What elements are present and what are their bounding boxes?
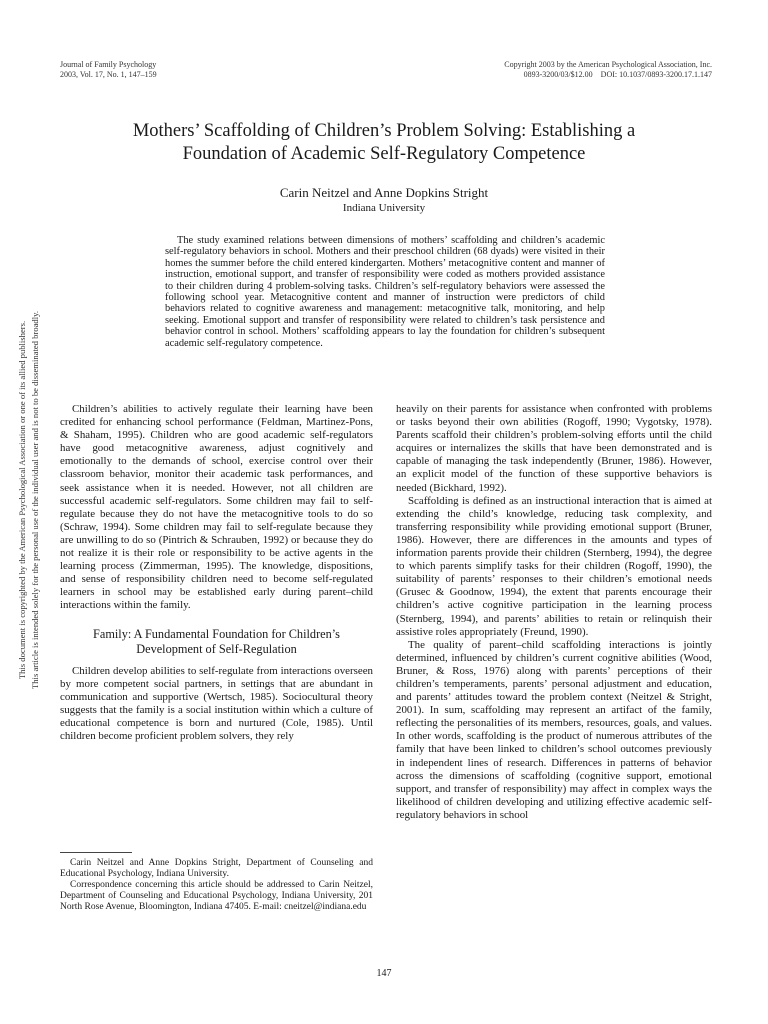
title-line-2: Foundation of Academic Self-Regulatory Competence (182, 144, 586, 164)
page-number: 147 (376, 968, 392, 979)
section-heading: Family: A Fundamental Foundation for Children’s Development of Self-Regulation (93, 626, 340, 656)
footnote-rule (60, 852, 132, 853)
journal-name: Journal of Family Psychology (60, 60, 157, 69)
copyright-notice-line-1: This document is copyrighted by the American Psychological Association or one of its allied publishers. (17, 320, 27, 680)
footnotes (60, 858, 373, 913)
intro-paragraph: Children’s abilities to actively regulate their learning have been credited for enhancing school performance (Feldman, Martinez-Pons, & Shaham, 1995). Children who are good academic self-regulators have good metacognitive awareness, adjust cognitively and emotionally to the demands of school, exercise control over their classroom behavior, monitor their academic task performances, and seek assistance when it is needed. However, not all children are successful academic self-regulators. Some children may fail to self-regulate because they do not have the metacognitive tools to do so (Schraw, 1994). Some children may fail to self-regulate because they are unwilling to do so (Pintrich & Schrauben, 1992) or because they do not realize it is their role or responsibility to be active agents in the learning process (Zimmerman, 1995). The knowledge, dispositions, and sense of responsibility children need to become self-regulated learners in school may be established early during parent–child interactions within the family. (60, 403, 373, 612)
journal-header (60, 60, 157, 80)
copyright-line: Copyright 2003 by the American Psychological Association, Inc. (504, 60, 712, 69)
scaffolding-paragraph: Scaffolding is defined as an instructional interaction that is aimed at extending the child’s knowledge, reducing task complexity, and transferring responsibility while providing emotional support (Bruner, 1986). However, there are differences in the amounts and types of information parents provide their children (Sternberg, 1994), the degree to which parents simplify tasks for their children (Rogoff, 1990), the suitability of parents’ responses to their children’s emotional needs (Grusec & Goodnow, 1994), the extent that parents encourage their children’s active cognitive participation in the learning process (Sternberg, 1994), and parents’ abilities to retain or relinquish their assistive roles appropriately (Freund, 1990). (396, 494, 712, 638)
doi-line: 0893-3200/03/$12.00 DOI: 10.1037/0893-3200.17.1.147 (523, 70, 712, 79)
article-title (40, 120, 728, 166)
author-note: Carin Neitzel and Anne Dopkins Stright, Department of Counseling and Educational Psychology, Indiana University. (60, 858, 373, 880)
quality-paragraph: The quality of parent–child scaffolding interactions is jointly determined, influenced by children’s current cognitive abilities (Wood, Bruner, & Ross, 1976) along with parents’ perceptions of their children’s temperaments, parents’ personal adjustment and education, and parents’ attitudes toward the problem context (Neitzel & Stright, 2001). In sum, scaffolding may represent an artifact of the family, reflecting the personalities of its members, resources, goals, and values. In other words, scaffolding is the product of numerous attributes of the family that have been linked to children’s school outcomes previously in independent lines of research. Differences in patterns of behavior across the dimensions of scaffolding (cognitive support, emotional support, and transfer of responsibility) may affect in complex ways the likelihood of children developing and utilizing effective academic self-regulatory behaviors in school (396, 638, 712, 821)
continuation-paragraph: heavily on their parents for assistance when confronted with problems or tasks beyond their own abilities (Rogoff, 1990; Vygotsky, 1978). Parents scaffold their children’s problem-solving efforts until the child acquires or internalizes the skills that have been demonstrated and is capable of managing the task independently (Bruner, 1986). However, an explicit model of the function of these supportive behaviors is needed (Bickhard, 1992). (396, 403, 712, 494)
correspondence-note: Correspondence concerning this article should be addressed to Carin Neitzel, Department of Counseling and Educational Psychology, Indiana University, 201 North Rose Avenue, Bloomington, Indiana 47405. E-mail: cneitzel@indiana.edu (60, 880, 373, 913)
copyright-header (504, 60, 712, 80)
right-column (396, 403, 712, 822)
title-line-1: Mothers’ Scaffolding of Children’s Problem Solving: Establishing a (132, 121, 636, 141)
journal-volume: 2003, Vol. 17, No. 1, 147–159 (60, 70, 157, 79)
affiliation: Indiana University (342, 202, 426, 214)
abstract: The study examined relations between dimensions of mothers’ scaffolding and children’s academic self-regulatory behaviors in school. Mothers and their preschool children (68 dyads) were visited in their homes the summer before the child entered kindergarten. Mothers’ metacognitive content and manner of instruction, emotional support, and transfer of responsibility were coded as mothers provided assistance to their children during 4 problem-solving tasks. Children’s self-regulatory behaviors were assessed the following school year. Metacognitive content and manner of instruction were predictors of child behaviors related to cognitive awareness and management: metacognitive talk, monitoring, and help seeking. Emotional support and transfer of responsibility were related to children’s task persistence and behavior control in school. Mothers’ scaffolding appears to lay the foundation for children’s subsequent academic self-regulatory competence. (165, 235, 605, 349)
left-column (60, 403, 373, 743)
section-paragraph: Children develop abilities to self-regulate from interactions overseen by more competent social partners, in settings that are abundant in communication and supportive (Wertsch, 1985). Sociocultural theory suggests that the family is a social institution within which a culture of educational competence is born and nurtured (Cole, 1985). Until children become proficient problem solvers, they rely (60, 664, 373, 742)
authors: Carin Neitzel and Anne Dopkins Stright (279, 185, 489, 200)
copyright-notice-line-2: This article is intended solely for the personal use of the individual user and is not to be disseminated broadly. (30, 311, 40, 689)
